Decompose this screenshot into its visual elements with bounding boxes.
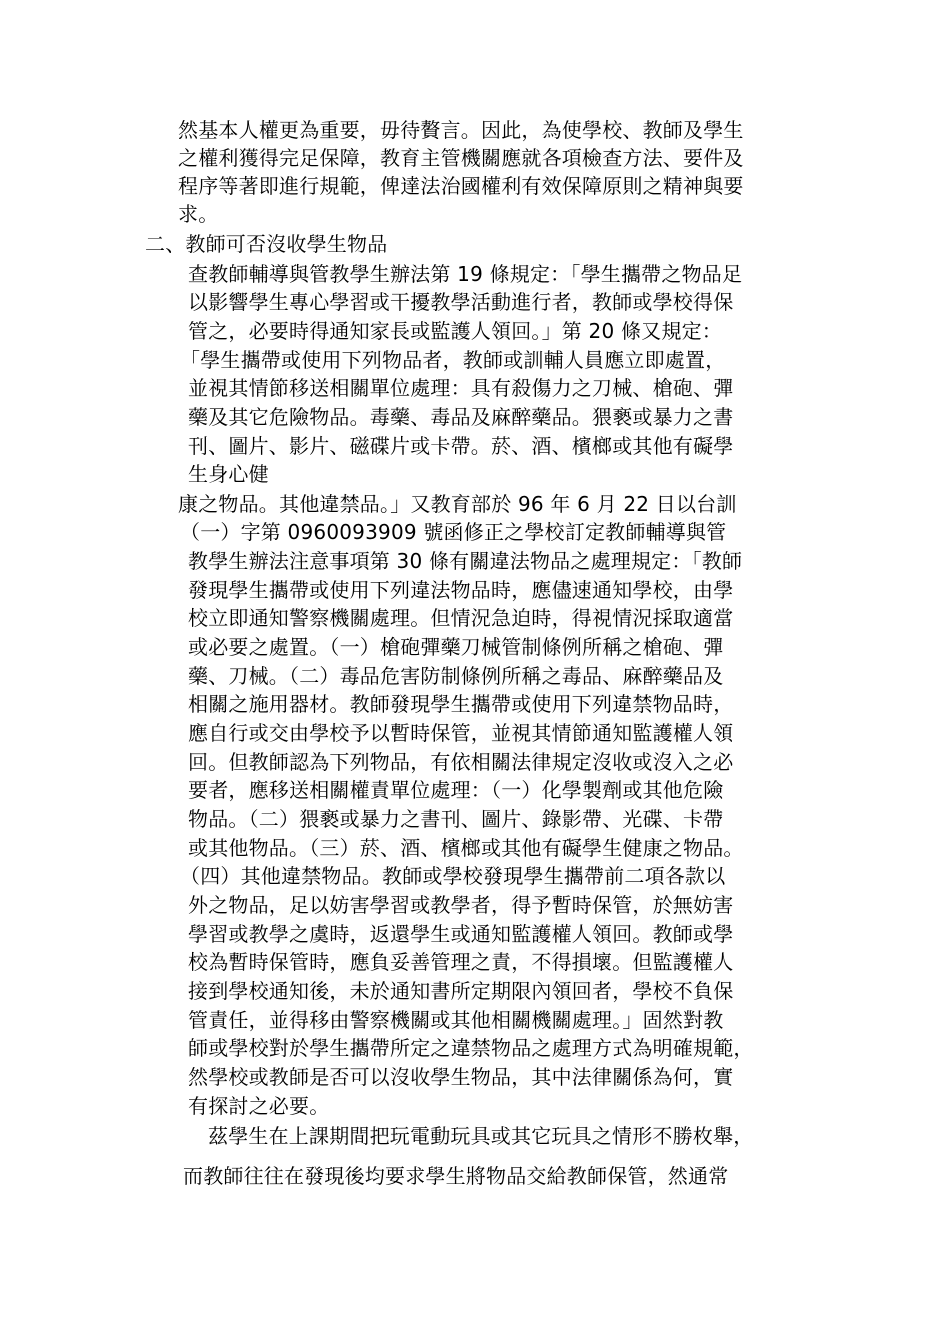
- paragraph-line: 然基本人權更為重要，毋待贅言。因此，為使學校、教師及學生: [178, 118, 744, 142]
- paragraph-line: 相關之施用器材。教師發現學生攜帶或使用下列違禁物品時，: [188, 692, 734, 716]
- paragraph-line: 校為暫時保管時，應負妥善管理之責，不得損壞。但監護權人: [188, 950, 734, 974]
- paragraph-line: 要者，應移送相關權責單位處理：（一）化學製劑或其他危險: [188, 778, 724, 802]
- paragraph-line: 或其他物品。（三）菸、酒、檳榔或其他有礙學生健康之物品。: [188, 836, 744, 860]
- paragraph-line: 「學生攜帶或使用下列物品者，教師或訓輔人員應立即處置，: [180, 348, 726, 372]
- paragraph-line: 管責任，並得移由警察機關或其他相關機關處理。」固然對教: [188, 1008, 724, 1032]
- paragraph-line: 有探討之必要。: [188, 1094, 330, 1118]
- paragraph-line: 學習或教學之虞時，返還學生或通知監護權人領回。教師或學: [188, 922, 734, 946]
- paragraph-line: 並視其情節移送相關單位處理：具有殺傷力之刀械、槍砲、彈: [188, 376, 734, 400]
- paragraph-line: （四）其他違禁物品。教師或學校發現學生攜帶前二項各款以: [180, 864, 726, 888]
- paragraph-line: 刊、圖片、影片、磁碟片或卡帶。菸、酒、檳榔或其他有礙學: [188, 434, 734, 458]
- paragraph-line: 發現學生攜帶或使用下列違法物品時，應儘速通知學校，由學: [188, 578, 734, 602]
- paragraph-line: 校立即通知警察機關處理。但情況急迫時，得視情況採取適當: [188, 606, 734, 630]
- paragraph-line: 或必要之處置。（一）槍砲彈藥刀械管制條例所稱之槍砲、彈: [188, 635, 724, 659]
- paragraph-line: 藥、刀械。（二）毒品危害防制條例所稱之毒品、麻醉藥品及: [188, 664, 724, 688]
- paragraph-line: 接到學校通知後，未於通知書所定期限內領回者，學校不負保: [188, 979, 734, 1003]
- paragraph-line: 藥及其它危險物品。毒藥、毒品及麻醉藥品。猥褻或暴力之書: [188, 405, 734, 429]
- paragraph-line: 以影響學生專心學習或干擾教學活動進行者，教師或學校得保: [188, 290, 734, 314]
- paragraph-line: 外之物品，足以妨害學習或教學者，得予暫時保管，於無妨害: [188, 893, 734, 917]
- paragraph-line: 師或學校對於學生攜帶所定之違禁物品之處理方式為明確規範，: [188, 1036, 754, 1060]
- paragraph-line: 教學生辦法注意事項第 30 條有關違法物品之處理規定：「教師: [188, 549, 743, 573]
- paragraph-line: 而教師往往在發現後均要求學生將物品交給教師保管，然通常: [183, 1164, 729, 1188]
- section-heading: 二、教師可否沒收學生物品: [145, 232, 388, 256]
- paragraph-line: 生身心健: [188, 462, 269, 486]
- paragraph-line: 物品。（二）猥褻或暴力之書刊、圖片、錄影帶、光碟、卡帶: [188, 807, 724, 831]
- paragraph-line: 查教師輔導與管教學生辦法第 19 條規定：「學生攜帶之物品足: [188, 262, 743, 286]
- paragraph-line: 康之物品。其他違禁品。」又教育部於 96 年 6 月 22 日以台訓: [178, 492, 737, 516]
- paragraph-line: 然學校或教師是否可以沒收學生物品，其中法律關係為何，實: [188, 1065, 734, 1089]
- paragraph-line: 應自行或交由學校予以暫時保管，並視其情節通知監護權人領: [188, 721, 734, 745]
- paragraph-line: 管之，必要時得通知家長或監護人領回。」第 20 條又規定：: [188, 319, 722, 343]
- paragraph-line: 回。但教師認為下列物品，有依相關法律規定沒收或沒入之必: [188, 750, 734, 774]
- paragraph-line: 程序等著即進行規範，俾達法治國權利有效保障原則之精神與要: [178, 174, 744, 198]
- paragraph-line: （一）字第 0960093909 號函修正之學校訂定教師輔導與管: [180, 520, 727, 544]
- paragraph-line: 茲學生在上課期間把玩電動玩具或其它玩具之情形不勝枚舉，: [208, 1124, 754, 1148]
- paragraph-line: 之權利獲得完足保障，教育主管機關應就各項檢查方法、要件及: [178, 146, 744, 170]
- paragraph-line: 求。: [178, 202, 219, 226]
